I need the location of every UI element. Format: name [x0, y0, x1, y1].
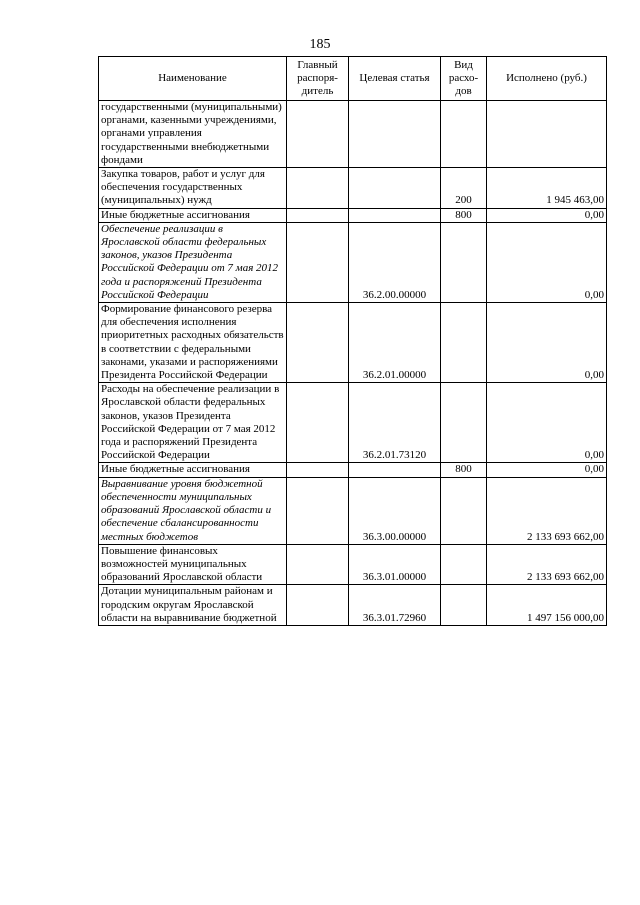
table-row — [99, 383, 607, 463]
cell-amount: 1 497 156 000,00 — [487, 585, 607, 626]
table-row — [99, 303, 607, 383]
cell-admin — [287, 208, 349, 222]
table-row — [99, 544, 607, 585]
cell-admin — [287, 477, 349, 544]
header-name: Наименование — [99, 57, 287, 101]
cell-admin — [287, 544, 349, 585]
cell-type: 800 — [441, 463, 487, 477]
cell-name: Дотации муниципальным районам и городским округам Ярославской области на выравнивание бюджетной — [99, 585, 287, 626]
cell-target: 36.2.01.00000 — [349, 303, 441, 383]
cell-name: Закупка товаров, работ и услуг для обеспечения государственных (муниципальных) нужд — [99, 168, 287, 209]
cell-type — [441, 544, 487, 585]
cell-type — [441, 303, 487, 383]
cell-name: Иные бюджетные ассигнования — [99, 463, 287, 477]
cell-target: 36.3.01.00000 — [349, 544, 441, 585]
table-row — [99, 585, 607, 626]
cell-type: 200 — [441, 168, 487, 209]
cell-type — [441, 383, 487, 463]
cell-amount: 0,00 — [487, 208, 607, 222]
cell-target — [349, 101, 441, 168]
cell-name: Повышение финансовых возможностей муниципальных образований Ярославской области — [99, 544, 287, 585]
cell-admin — [287, 222, 349, 302]
table-row — [99, 101, 607, 168]
table-row — [99, 477, 607, 544]
cell-type: 800 — [441, 208, 487, 222]
cell-type — [441, 477, 487, 544]
cell-admin — [287, 101, 349, 168]
header-target: Целевая статья — [349, 57, 441, 101]
table-row — [99, 222, 607, 302]
header-type: Вид расхо-дов — [441, 57, 487, 101]
page-number: 185 — [309, 37, 331, 52]
budget-table — [98, 56, 607, 626]
cell-name: Формирование финансового резерва для обеспечения исполнения приоритетных расходных обязательств в соответствии с федеральными законами, указами и распоряжениями Президента Российской Федерации — [99, 303, 287, 383]
cell-amount: 1 945 463,00 — [487, 168, 607, 209]
cell-amount: 2 133 693 662,00 — [487, 477, 607, 544]
table-header — [99, 57, 607, 101]
cell-target: 36.3.00.00000 — [349, 477, 441, 544]
cell-admin — [287, 168, 349, 209]
cell-type — [441, 101, 487, 168]
cell-amount: 0,00 — [487, 383, 607, 463]
header-amount: Исполнено (руб.) — [487, 57, 607, 101]
cell-target: 36.2.01.73120 — [349, 383, 441, 463]
cell-admin — [287, 303, 349, 383]
cell-name: Выравнивание уровня бюджетной обеспеченности муниципальных образований Ярославской области и обеспечение сбалансированности местных бюджетов — [99, 477, 287, 544]
cell-target — [349, 208, 441, 222]
table-row — [99, 168, 607, 209]
table-body — [99, 101, 607, 626]
cell-amount: 2 133 693 662,00 — [487, 544, 607, 585]
table-row — [99, 208, 607, 222]
cell-name: Обеспечение реализации в Ярославской области федеральных законов, указов Президента Российской Федерации от 7 мая 2012 года и распоряжений Президента Российской Федерации — [99, 222, 287, 302]
table-row — [99, 463, 607, 477]
cell-name: государственными (муниципальными) органами, казенными учреждениями, органами управления государственными внебюджетными фондами — [99, 101, 287, 168]
cell-target — [349, 463, 441, 477]
cell-target — [349, 168, 441, 209]
cell-admin — [287, 585, 349, 626]
cell-target: 36.3.01.72960 — [349, 585, 441, 626]
cell-name: Расходы на обеспечение реализации в Ярославской области федеральных законов, указов Президента Российской Федерации от 7 мая 2012 года и распоряжений Президента Российской Федерации — [99, 383, 287, 463]
header-admin: Главный распоря-дитель — [287, 57, 349, 101]
cell-amount — [487, 101, 607, 168]
cell-amount: 0,00 — [487, 222, 607, 302]
cell-amount: 0,00 — [487, 303, 607, 383]
cell-amount: 0,00 — [487, 463, 607, 477]
cell-type — [441, 585, 487, 626]
cell-target: 36.2.00.00000 — [349, 222, 441, 302]
cell-admin — [287, 383, 349, 463]
cell-name: Иные бюджетные ассигнования — [99, 208, 287, 222]
cell-admin — [287, 463, 349, 477]
cell-type — [441, 222, 487, 302]
